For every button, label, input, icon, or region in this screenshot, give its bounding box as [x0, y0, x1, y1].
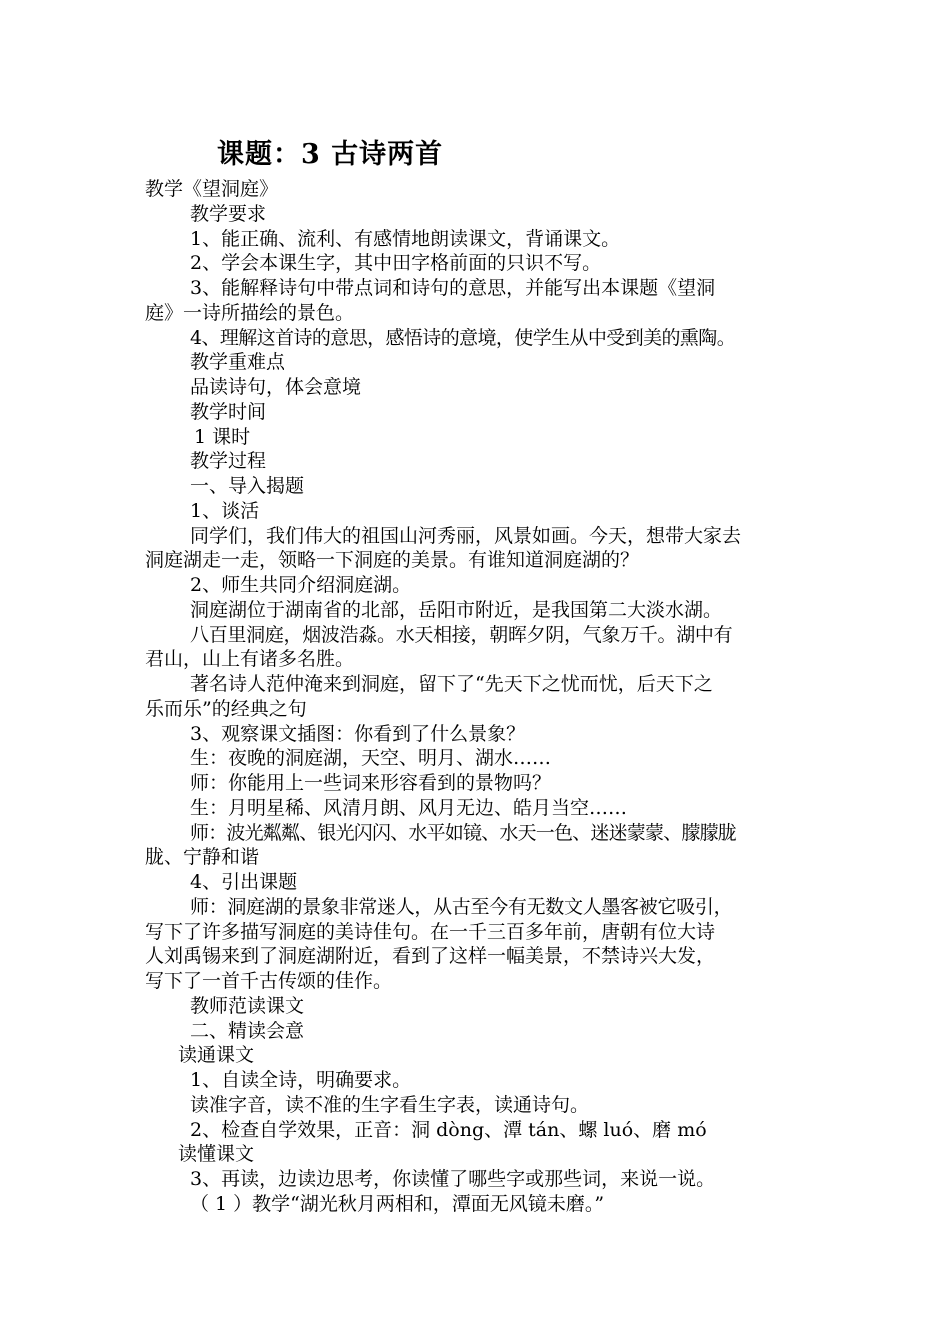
text-line: 生：月明星稀、风清月朗、风月无边、皓月当空…… — [190, 797, 628, 819]
text-line: 教学《望洞庭》 — [145, 178, 279, 200]
text-line: 教学要求 — [190, 203, 267, 225]
text-line: 1 课时 — [194, 426, 251, 448]
text-line: 教学过程 — [190, 450, 267, 472]
text-line: 2、检查自学效果，正音：洞 dòng、潭 tán、螺 luó、磨 mó — [190, 1119, 707, 1141]
text-line: 1、谈活 — [190, 500, 260, 522]
text-line: 1、能正确、流利、有感情地朗读课文，背诵课文。 — [190, 228, 621, 250]
text-line: 师：洞庭湖的景象非常迷人，从古至今有无数文人墨客被它吸引， — [190, 896, 733, 918]
text-line: 洞庭湖走一走，领略一下洞庭的美景。有谁知道洞庭湖的？ — [145, 549, 640, 571]
text-line: 教学重难点 — [190, 351, 286, 373]
text-line: 写下了一首千古传颂的佳作。 — [145, 970, 393, 992]
text-line: 4、理解这首诗的意思，感悟诗的意境，使学生从中受到美的熏陶。 — [190, 327, 736, 349]
text-line: （ 1 ）教学“湖光秋月两相和，潭面无风镜未磨。” — [190, 1193, 605, 1215]
text-line: 生：夜晚的洞庭湖，天空、明月、湖水…… — [190, 747, 552, 769]
page-title: 课题：3 古诗两首 — [217, 139, 444, 170]
text-line: 2、学会本课生字，其中田字格前面的只识不写。 — [190, 252, 602, 274]
text-line: 乐而乐”的经典之句 — [145, 698, 307, 720]
text-line: 一、导入揭题 — [190, 475, 305, 497]
text-line: 教师范读课文 — [190, 995, 305, 1017]
text-line: 读准字音，读不准的生字看生字表，读通诗句。 — [190, 1094, 590, 1116]
text-line: 胧、宁静和谐 — [145, 846, 260, 868]
text-line: 洞庭湖位于湖南省的北部，岳阳市附近，是我国第二大淡水湖。 — [190, 599, 723, 621]
text-line: 师：波光粼粼、银光闪闪、水平如镜、水天一色、迷迷蒙蒙、朦朦胧 — [190, 822, 737, 844]
text-line: 庭》一诗所描绘的景色。 — [145, 302, 355, 324]
text-line: 3、观察课文插图：你看到了什么景象？ — [190, 723, 526, 745]
text-line: 品读诗句，体会意境 — [190, 376, 362, 398]
text-line: 写下了许多描写洞庭的美诗佳句。在一千三百多年前，唐朝有位大诗 — [145, 921, 716, 943]
text-line: 教学时间 — [190, 401, 267, 423]
text-line: 二、精读会意 — [190, 1020, 305, 1042]
text-line: 1、自读全诗，明确要求。 — [190, 1069, 412, 1091]
text-line: 师：你能用上一些词来形容看到的景物吗？ — [190, 772, 552, 794]
text-line: 君山，山上有诸多名胜。 — [145, 648, 355, 670]
text-line: 2、师生共同介绍洞庭湖。 — [190, 574, 412, 596]
text-line: 八百里洞庭，烟波浩淼。水天相接，朝晖夕阴，气象万千。湖中有 — [190, 624, 733, 646]
text-line: 读懂课文 — [178, 1143, 255, 1165]
text-line: 3、能解释诗句中带点词和诗句的意思，并能写出本课题《望洞 — [190, 277, 716, 299]
text-line: 读通课文 — [178, 1044, 255, 1066]
text-line: 人刘禹锡来到了洞庭湖附近，看到了这样一幅美景，不禁诗兴大发， — [145, 945, 716, 967]
text-line: 著名诗人范仲淹来到洞庭，留下了“先天下之忧而忧，后天下之 — [190, 673, 713, 695]
text-line: 同学们，我们伟大的祖国山河秀丽，风景如画。今天，想带大家去 — [190, 525, 742, 547]
text-line: 4、引出课题 — [190, 871, 298, 893]
text-line: 3、再读，边读边思考，你读懂了哪些字或那些词，来说一说。 — [190, 1168, 716, 1190]
